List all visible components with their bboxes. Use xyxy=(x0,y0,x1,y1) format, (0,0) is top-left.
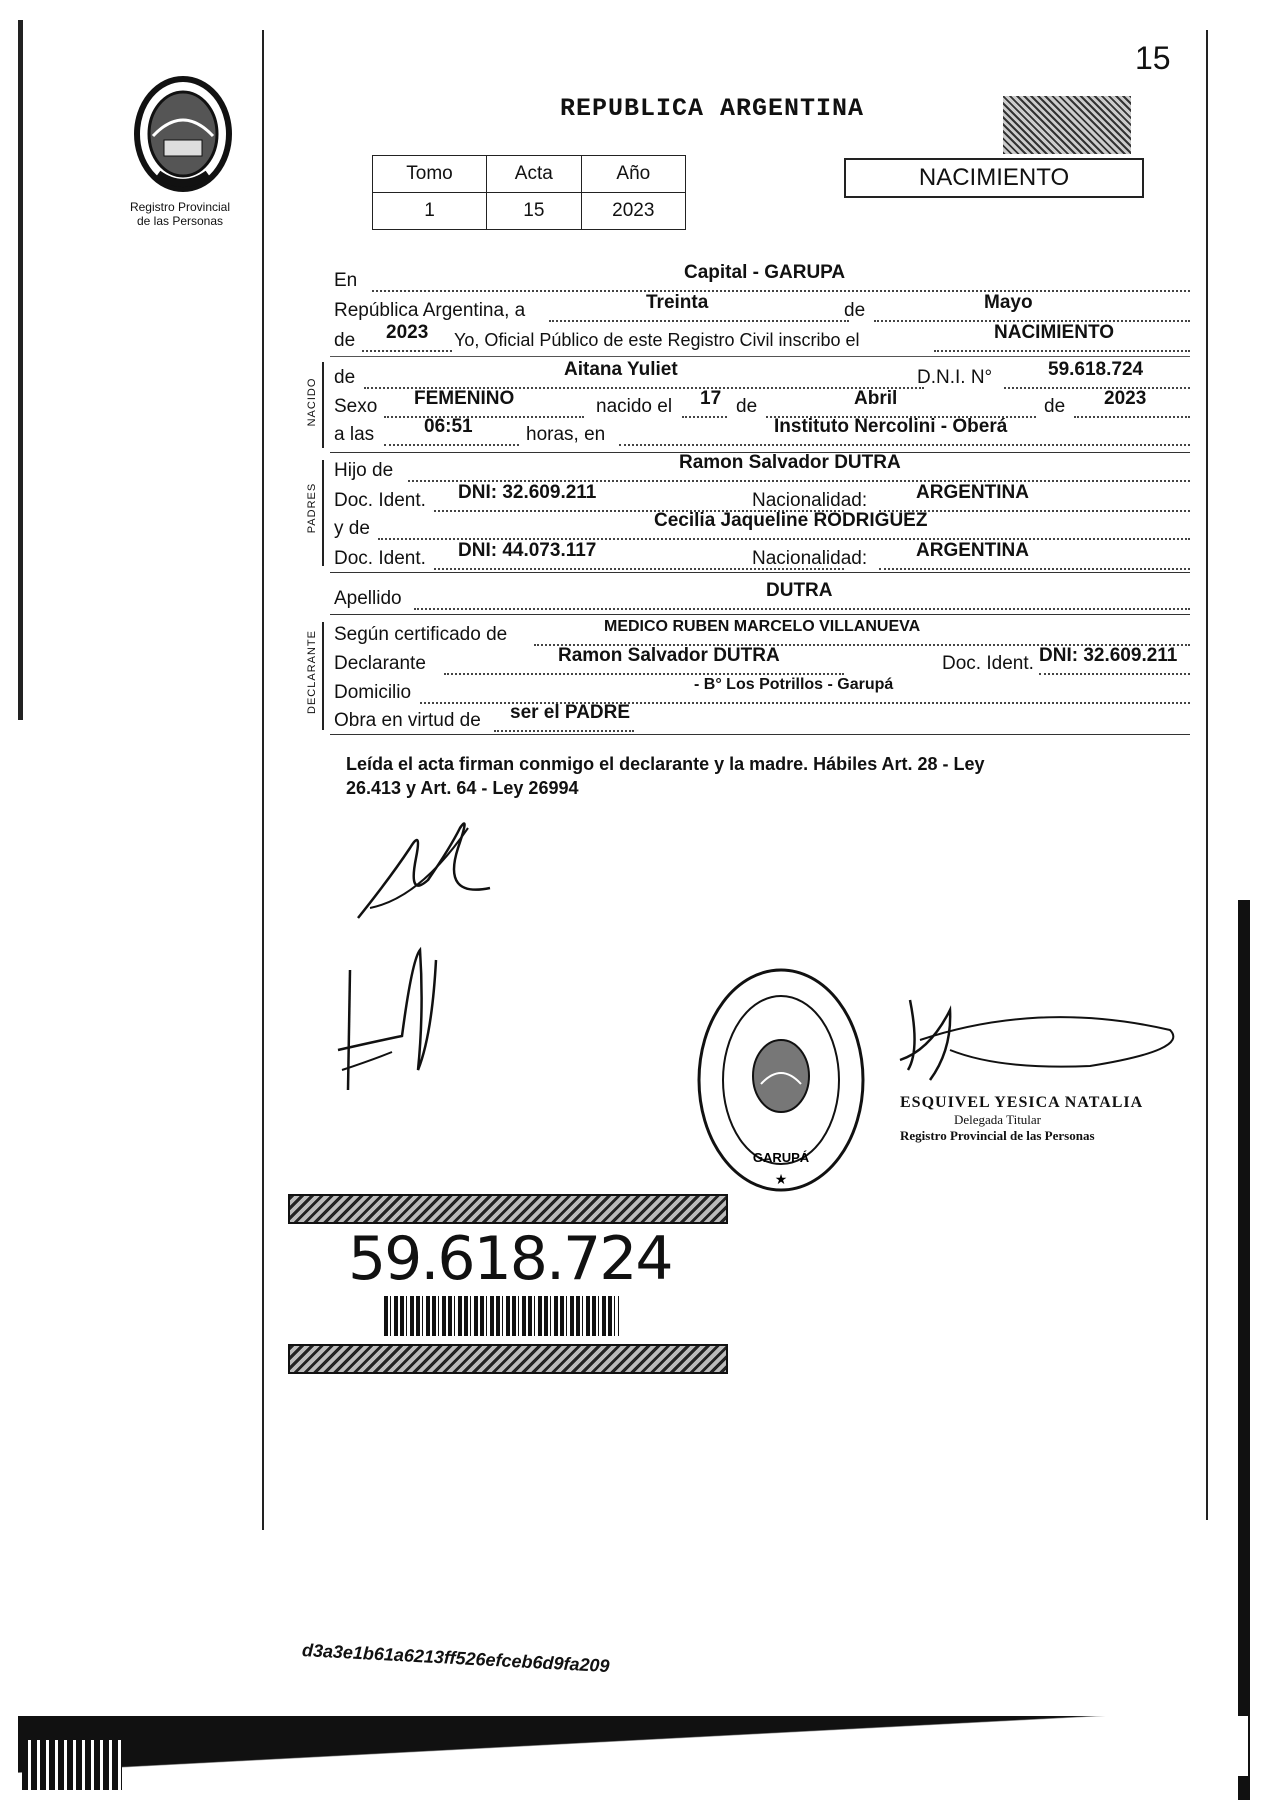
page-number: 15 xyxy=(1135,40,1171,76)
hijo-label: Hijo de xyxy=(334,460,394,481)
obra-value: ser el PADRE xyxy=(510,702,631,723)
province-logo xyxy=(128,74,238,194)
declarante-row-4 xyxy=(334,702,1190,740)
decl-value: Ramon Salvador DUTRA xyxy=(558,645,780,666)
father-doc-value: DNI: 32.609.211 xyxy=(458,482,597,503)
horas-label: horas, en xyxy=(526,424,606,445)
stamp-mark xyxy=(1003,96,1131,154)
nacido-el-label: nacido el xyxy=(596,396,673,417)
birth-month-value: Abril xyxy=(854,388,898,409)
divider-4 xyxy=(330,614,1190,615)
declarante-side-label: DECLARANTE xyxy=(306,630,318,714)
decl-doc-label: Doc. Ident. xyxy=(942,653,1034,674)
father-nat-label: Nacionalidad: xyxy=(752,490,868,511)
table-label-tomo: Tomo xyxy=(373,156,487,193)
day-value: Treinta xyxy=(646,292,709,313)
divider-5 xyxy=(330,734,1190,735)
apellido-label: Apellido xyxy=(334,588,402,609)
officer-org: Registro Provincial de las Personas xyxy=(900,1128,1095,1143)
logo-caption xyxy=(110,200,250,228)
sexo-value: FEMENINO xyxy=(414,388,515,409)
dni-label: D.N.I. N° xyxy=(917,367,993,388)
mother-doc-label: Doc. Ident. xyxy=(334,548,426,569)
apellido-value: DUTRA xyxy=(766,580,833,601)
nacido-de2-label: de xyxy=(736,396,758,417)
table-value-tomo: 1 xyxy=(373,193,487,230)
time-value: 06:51 xyxy=(424,416,473,437)
closing-line1: Leída el acta firman conmigo el declarante y la madre. Hábiles Art. 28 - Ley xyxy=(346,754,985,774)
statement-text: Yo, Oficial Público de este Registro Civil inscribo el xyxy=(454,330,860,350)
father-doc-label: Doc. Ident. xyxy=(334,490,426,511)
right-edge-shadow xyxy=(1238,900,1250,1800)
decl-label: Declarante xyxy=(334,653,426,674)
cert-value: MEDICO RUBEN MARCELO VILLANUEVA xyxy=(604,618,921,635)
officer-block xyxy=(900,1094,1143,1144)
declarant-signature xyxy=(350,808,500,933)
sexo-label: Sexo xyxy=(334,396,378,417)
padres-side-label: PADRES xyxy=(306,482,318,534)
obra-label: Obra en virtud de xyxy=(334,710,481,731)
nacido-de3-label: de xyxy=(1044,396,1066,417)
logo-caption-line1: Registro Provincial xyxy=(129,200,231,214)
official-seal xyxy=(695,966,867,1199)
cert-label: Según certificado de xyxy=(334,624,508,645)
doc-type-box: NACIMIENTO xyxy=(844,158,1144,198)
event-value: NACIMIENTO xyxy=(994,322,1114,343)
table-label-acta: Acta xyxy=(487,156,582,193)
child-name-value: Aitana Yuliet xyxy=(564,359,678,380)
dom-value: - B° Los Potrillos - Garupá xyxy=(694,676,894,693)
place-value: Capital - GARUPA xyxy=(684,262,846,283)
dni-sticker xyxy=(288,1194,724,1374)
declarante-row-3 xyxy=(334,676,1190,712)
yde-label: y de xyxy=(334,518,370,539)
bottom-scan-bars xyxy=(22,1740,122,1790)
month-value: Mayo xyxy=(984,292,1033,313)
mother-doc-value: DNI: 44.073.117 xyxy=(458,540,597,561)
table-value-ano: 2023 xyxy=(581,193,685,230)
nacido-side-label: NACIDO xyxy=(306,377,318,427)
sticker-number: 59.618.724 xyxy=(348,1224,672,1294)
logo-caption-line2: de las Personas xyxy=(136,214,224,228)
mother-signature xyxy=(332,940,452,1105)
right-edge-line xyxy=(1206,30,1208,1520)
mother-nat-label: Nacionalidad: xyxy=(752,548,868,569)
document-hash: d3a3e1b61a6213ff526efceb6d9fa209 xyxy=(301,1640,611,1677)
sticker-barcode xyxy=(384,1296,619,1336)
divider-1 xyxy=(330,356,1190,357)
mother-nat-value: ARGENTINA xyxy=(916,540,1029,561)
padres-bracket xyxy=(322,460,324,566)
closing-line2: 26.413 y Art. 64 - Ley 26994 xyxy=(346,778,579,798)
en-label: En xyxy=(334,270,358,291)
alas-label: a las xyxy=(334,424,375,445)
de2-label: de xyxy=(334,330,356,351)
intro-row-1 xyxy=(334,262,1190,300)
seal-ring-text xyxy=(690,978,700,988)
table-label-ano: Año xyxy=(581,156,685,193)
father-name-value: Ramon Salvador DUTRA xyxy=(679,452,901,473)
sticker-band-top xyxy=(288,1194,728,1224)
bottom-scan-edge xyxy=(18,1716,1248,1776)
dom-label: Domicilio xyxy=(334,682,412,703)
declarante-bracket xyxy=(322,622,324,730)
birth-year-value: 2023 xyxy=(1104,388,1147,409)
birth-day-value: 17 xyxy=(700,388,722,409)
republica-label: República Argentina, a xyxy=(334,300,526,321)
left-margin-line xyxy=(18,20,23,720)
year-value: 2023 xyxy=(386,322,429,343)
center-margin-line xyxy=(262,30,264,1530)
dni-value: 59.618.724 xyxy=(1048,359,1144,380)
de-label: de xyxy=(844,300,866,321)
closing-text xyxy=(346,752,985,800)
officer-title: Delegada Titular xyxy=(954,1112,1042,1127)
tomo-acta-ano-table xyxy=(372,155,686,230)
mother-name-value: Cecilia Jaqueline RODRIGUEZ xyxy=(654,510,928,531)
divider-3 xyxy=(330,572,1190,573)
officer-signature xyxy=(890,990,1190,1105)
table-value-acta: 15 xyxy=(487,193,582,230)
decl-doc-value: DNI: 32.609.211 xyxy=(1039,645,1178,666)
nacido-row-3 xyxy=(334,416,1190,454)
nacido-bracket xyxy=(322,362,324,448)
father-nat-value: ARGENTINA xyxy=(916,482,1029,503)
birth-place-value: Instituto Nercolini - Oberá xyxy=(774,416,1008,437)
svg-text:★: ★ xyxy=(774,1172,788,1188)
seal-town: GARUPÁ xyxy=(752,1150,810,1165)
officer-name: ESQUIVEL YESICA NATALIA xyxy=(900,1094,1144,1111)
nacido-de-label: de xyxy=(334,367,356,388)
country-title: REPUBLICA ARGENTINA xyxy=(560,94,865,123)
padres-row-4 xyxy=(334,540,1190,578)
sticker-band-bottom xyxy=(288,1344,728,1374)
